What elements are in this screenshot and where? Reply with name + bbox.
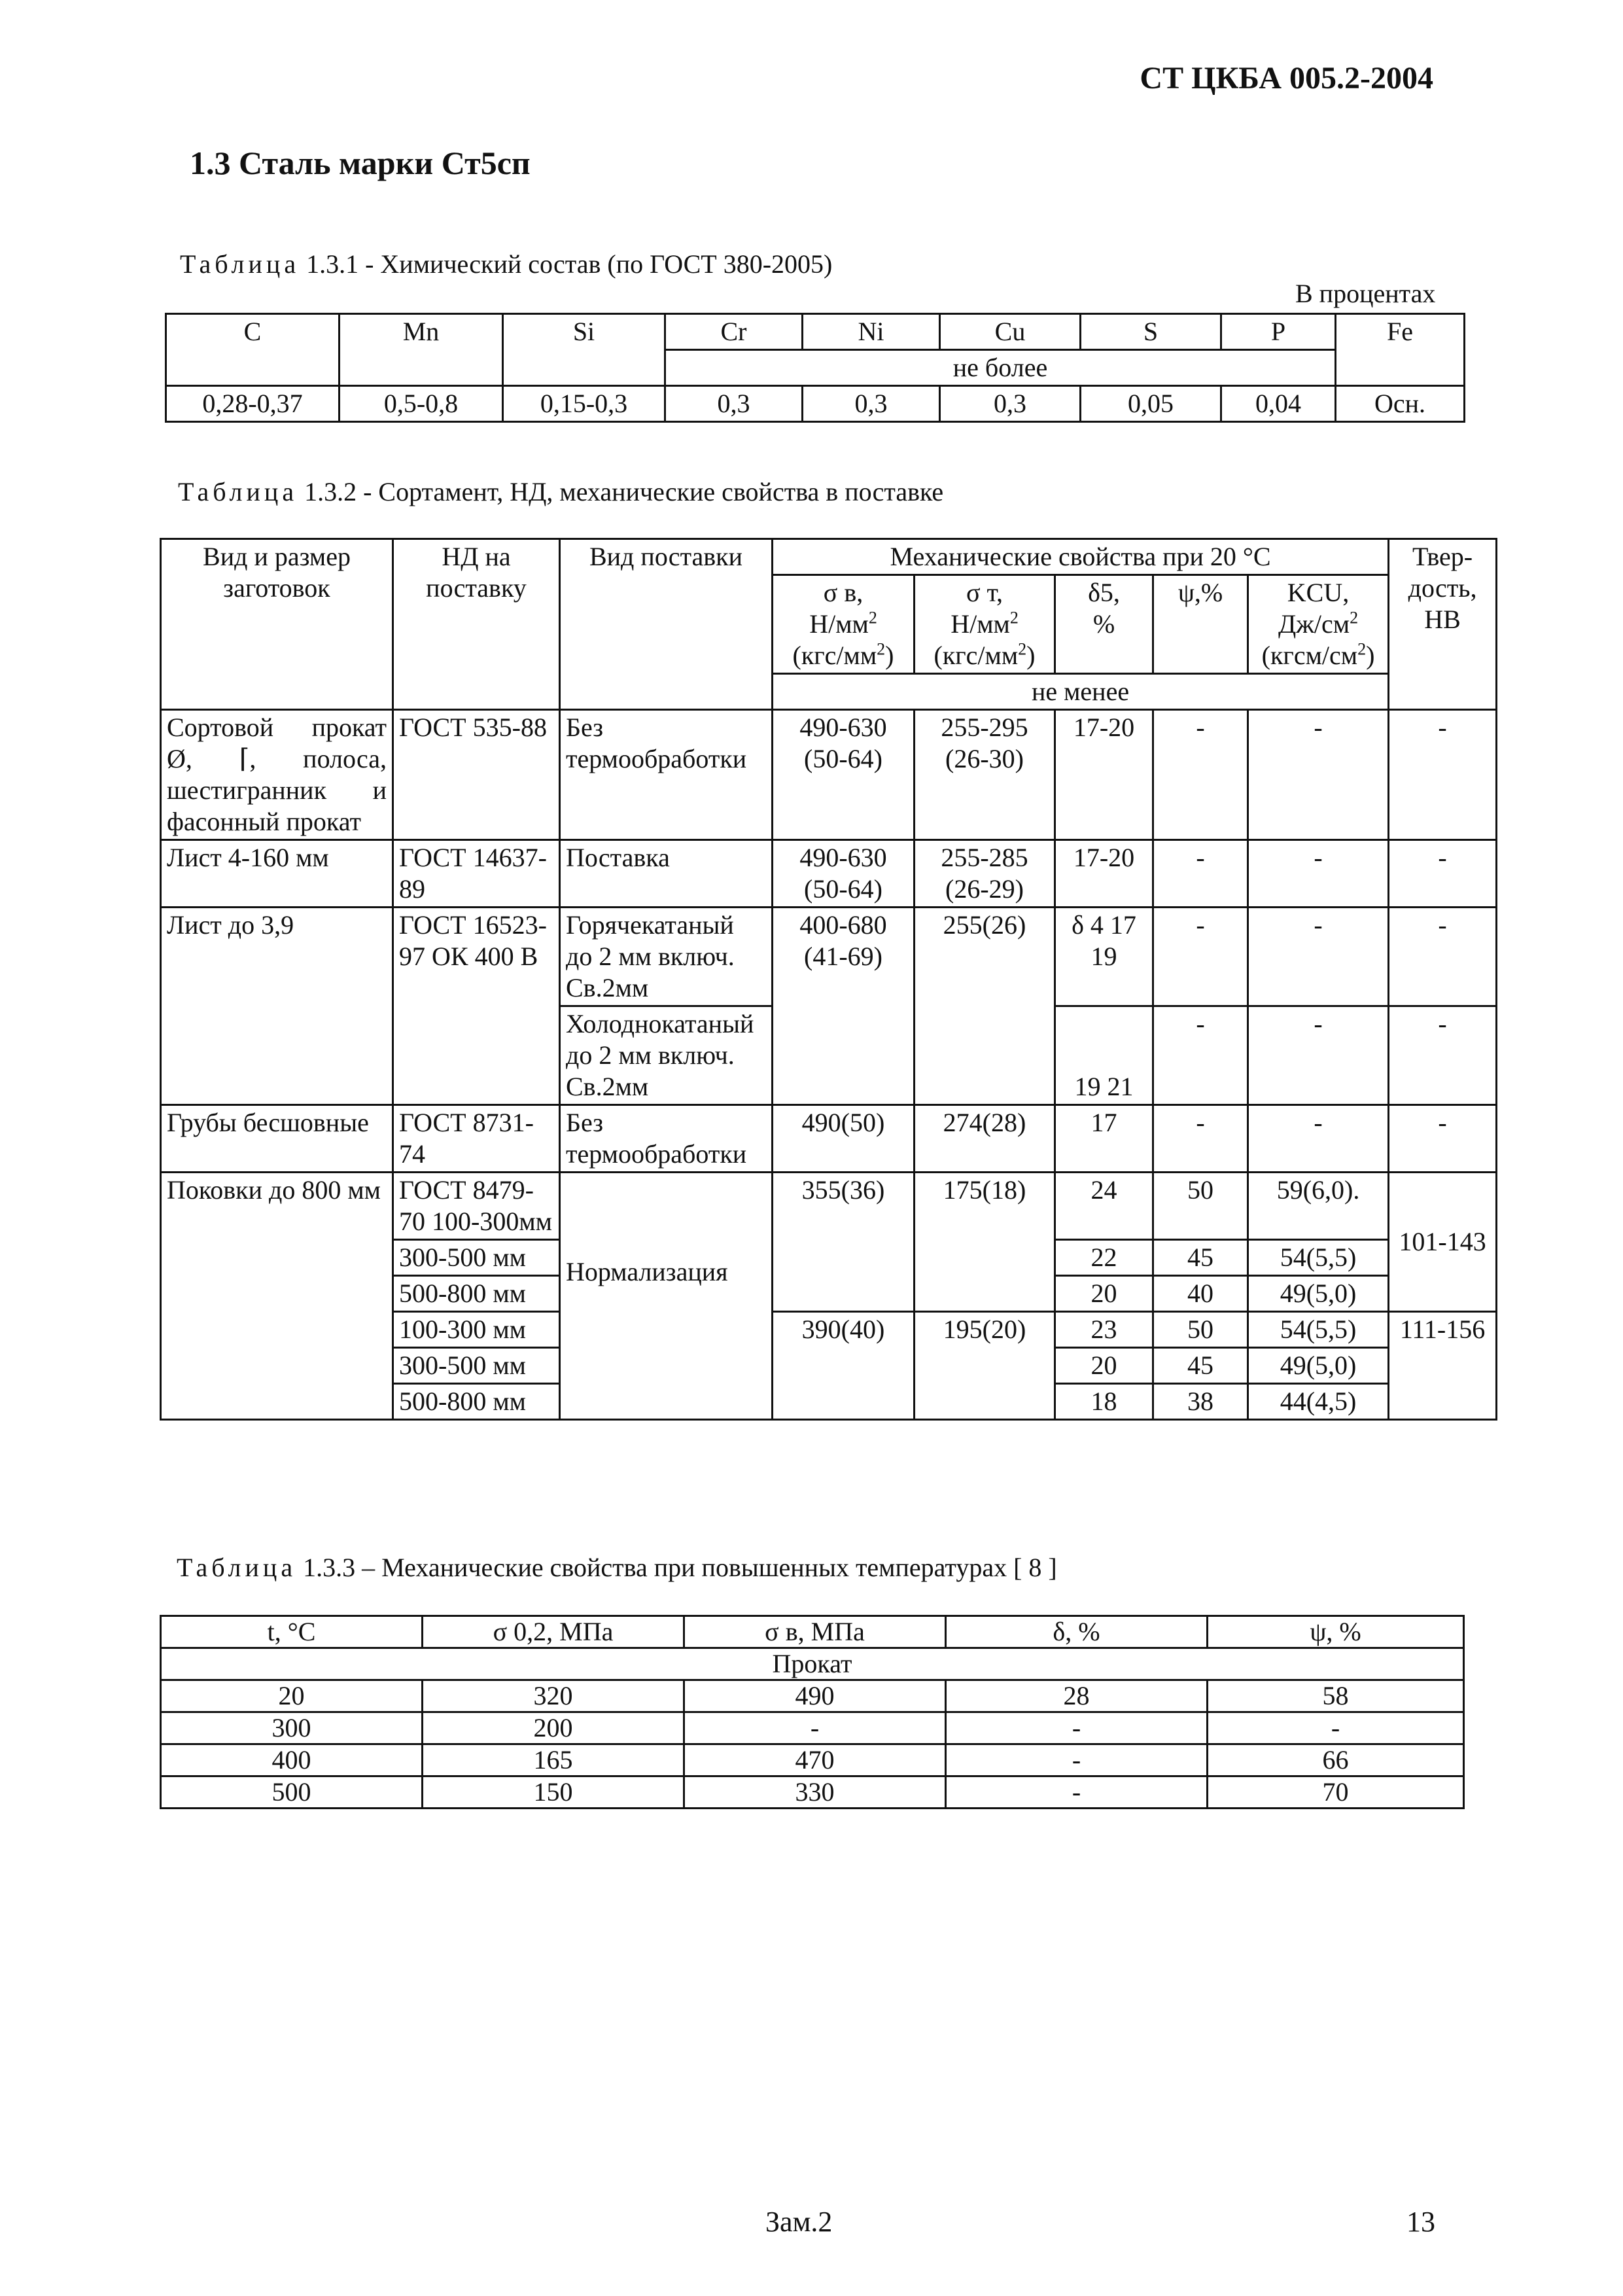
sigma-v-label: σ в, (823, 578, 864, 607)
table-cell: - (1153, 1105, 1248, 1173)
header-cell: Механические свойства при 20 °С (773, 539, 1389, 575)
table-cell: ГОСТ 14637-89 (393, 840, 560, 908)
sigma-v-unit-kgf: (кгс/мм (792, 641, 877, 670)
table-cell: - (1248, 1105, 1389, 1173)
table-row (161, 1616, 1464, 1648)
header-cell: Вид поставки (560, 539, 773, 710)
table-cell: - (946, 1712, 1208, 1744)
table-cell: - (1153, 1006, 1248, 1105)
table-row (161, 1105, 1497, 1173)
sigma-t-label: σ т, (966, 578, 1003, 607)
table-cell: Осн. (1336, 386, 1465, 422)
subheader-cell: не менее (773, 674, 1389, 710)
table-cell: 0,3 (803, 386, 940, 422)
table1-caption-text: 1.3.1 - Химический состав (по ГОСТ 380-2005) (300, 249, 833, 279)
table-cell: - (1153, 908, 1248, 1006)
header-cell: S (1081, 314, 1221, 350)
table-row (166, 314, 1465, 350)
table-cell: 0,5-0,8 (340, 386, 503, 422)
superscript: 2 (868, 608, 877, 627)
table-cell: 49(5,0) (1248, 1348, 1389, 1384)
table-cell: 300 (161, 1712, 423, 1744)
kcu-label: KCU, (1287, 578, 1350, 607)
table-row (161, 1712, 1464, 1744)
table-cell: 66 (1208, 1744, 1464, 1776)
header-cell: t, °С (161, 1616, 423, 1648)
page-number: 13 (1406, 2206, 1435, 2238)
header-cell: δ, % (946, 1616, 1208, 1648)
delta-label: δ5, (1088, 578, 1120, 607)
table-row (161, 908, 1497, 1006)
group-cell: Прокат (161, 1648, 1464, 1680)
table-cell: Горячекатаный до 2 мм включ. Св.2мм (560, 908, 773, 1006)
delivery-normalization: Нормализация (566, 1256, 728, 1286)
table-cell: - (1389, 840, 1497, 908)
sigma-v-unit: Н/мм (809, 609, 869, 639)
header-cell-delta (1055, 575, 1153, 674)
table-row (161, 840, 1497, 908)
table-cell: 490-630 (50-64) (773, 710, 915, 840)
table2-caption-text: 1.3.2 - Сортамент, НД, механические свойства в поставке (298, 477, 944, 506)
table-cell: 0,15-0,3 (503, 386, 665, 422)
table-cell: 320 (423, 1680, 684, 1712)
table-row (161, 1648, 1464, 1680)
table-cell: - (1389, 908, 1497, 1006)
table-cell: 0,28-0,37 (166, 386, 340, 422)
superscript: 2 (1350, 608, 1359, 627)
table-cell: 490 (684, 1680, 946, 1712)
header-cell-kcu (1248, 575, 1389, 674)
table-cell: 50 (1153, 1312, 1248, 1348)
table1-caption-word: Таблица (180, 249, 300, 279)
header-cell: Твер-дость, НВ (1389, 539, 1497, 710)
table-cell: 20 (1055, 1348, 1153, 1384)
table-cell: 165 (423, 1744, 684, 1776)
table-cell: 175(18) (915, 1173, 1055, 1312)
header-cell-psi: ψ,% (1153, 575, 1248, 674)
table-cell: δ 4 17 19 (1055, 908, 1153, 1006)
table-cell: 20 (1055, 1276, 1153, 1312)
table-cell: Лист 4-160 мм (161, 840, 393, 908)
table-cell: Грубы бесшовные (161, 1105, 393, 1173)
table-row (161, 1173, 1497, 1240)
table-cell: 45 (1153, 1348, 1248, 1384)
subheader-cell: не более (665, 350, 1336, 386)
table-cell: ГОСТ 535-88 (393, 710, 560, 840)
table-cell: 101-143 (1389, 1173, 1497, 1312)
table1-units-note: В процентах (1295, 279, 1436, 308)
superscript: 2 (1009, 608, 1019, 627)
superscript: 2 (1018, 639, 1027, 659)
table-cell: 17-20 (1055, 840, 1153, 908)
delta-unit: % (1092, 609, 1115, 639)
table-cell: Поставка (560, 840, 773, 908)
table-cell: - (1248, 710, 1389, 840)
header-cell: Mn (340, 314, 503, 386)
table-cell: 255(26) (915, 908, 1055, 1105)
table3-caption-text: 1.3.3 – Механические свойства при повышенных температурах [ 8 ] (296, 1553, 1057, 1582)
table-cell: 49(5,0) (1248, 1276, 1389, 1312)
table-cell: Без термообработки (560, 710, 773, 840)
table-row (161, 1744, 1464, 1776)
closing-paren: ) (885, 641, 894, 670)
chemical-composition-table (165, 313, 1465, 423)
table-cell: 18 (1055, 1384, 1153, 1420)
table-cell: 195(20) (915, 1312, 1055, 1420)
kcu-unit-kgf: (кгсм/см (1261, 641, 1358, 670)
header-cell: Cr (665, 314, 803, 350)
table-cell: 200 (423, 1712, 684, 1744)
table-row (161, 539, 1497, 575)
table-cell: 54(5,5) (1248, 1312, 1389, 1348)
table-cell (560, 1173, 773, 1420)
header-cell: Si (503, 314, 665, 386)
table-cell: 490-630 (50-64) (773, 840, 915, 908)
table-cell: 44(4,5) (1248, 1384, 1389, 1420)
table3-caption (177, 1552, 1057, 1583)
table-cell: Поковки до 800 мм (161, 1173, 393, 1420)
revision-label: Зам.2 (765, 2206, 833, 2238)
high-temperature-properties-table (160, 1615, 1465, 1809)
header-cell: C (166, 314, 340, 386)
table-cell: 70 (1208, 1776, 1464, 1809)
table-cell: 255-295 (26-30) (915, 710, 1055, 840)
table2-caption-word: Таблица (178, 477, 298, 506)
table-cell: 500-800 мм (393, 1384, 560, 1420)
table-cell: 330 (684, 1776, 946, 1809)
table-cell: 490(50) (773, 1105, 915, 1173)
table-cell: 470 (684, 1744, 946, 1776)
table2-caption (178, 476, 943, 507)
table-cell: 45 (1153, 1240, 1248, 1276)
assortment-properties-table (160, 538, 1497, 1421)
table-cell: 255-285 (26-29) (915, 840, 1055, 908)
superscript: 2 (1357, 639, 1367, 659)
header-cell: σ 0,2, МПа (423, 1616, 684, 1648)
table-cell: 40 (1153, 1276, 1248, 1312)
table-cell: 0,04 (1221, 386, 1336, 422)
sigma-t-unit: Н/мм (951, 609, 1010, 639)
table-cell: 54(5,5) (1248, 1240, 1389, 1276)
table-cell: - (1153, 710, 1248, 840)
table-cell: 19 21 (1055, 1006, 1153, 1105)
table-cell: 500 (161, 1776, 423, 1809)
table-cell: - (684, 1712, 946, 1744)
table-cell: 100-300 мм (393, 1312, 560, 1348)
table-row (161, 710, 1497, 840)
table-cell: - (1248, 840, 1389, 908)
table-cell: 23 (1055, 1312, 1153, 1348)
table-cell: 17 (1055, 1105, 1153, 1173)
table-cell: - (1389, 1105, 1497, 1173)
table-cell: 28 (946, 1680, 1208, 1712)
closing-paren: ) (1026, 641, 1036, 670)
document-code: СТ ЦКБА 005.2-2004 (1140, 61, 1433, 96)
table-cell: - (1153, 840, 1248, 908)
table1-caption (180, 249, 832, 279)
header-cell: σ в, МПа (684, 1616, 946, 1648)
table-cell: 400-680 (41-69) (773, 908, 915, 1105)
superscript: 2 (877, 639, 886, 659)
closing-paren: ) (1366, 641, 1375, 670)
table-cell: ГОСТ 16523-97 ОК 400 В (393, 908, 560, 1105)
header-cell: Вид и размер заготовок (161, 539, 393, 710)
table-cell: 300-500 мм (393, 1348, 560, 1384)
table3-caption-word: Таблица (177, 1553, 297, 1582)
table-cell: - (1389, 710, 1497, 840)
table-cell: 22 (1055, 1240, 1153, 1276)
header-cell-sigma-t (915, 575, 1055, 674)
table-row (161, 1776, 1464, 1809)
table-cell: ГОСТ 8479-70 100-300мм (393, 1173, 560, 1240)
table-cell: 59(6,0). (1248, 1173, 1389, 1240)
table-cell: 24 (1055, 1173, 1153, 1240)
table-cell: - (946, 1744, 1208, 1776)
table-cell: 0,3 (940, 386, 1081, 422)
table-row (161, 1680, 1464, 1712)
table-cell: 50 (1153, 1173, 1248, 1240)
table-cell: 390(40) (773, 1312, 915, 1420)
kcu-unit: Дж/см (1278, 609, 1350, 639)
header-cell: НД на поставку (393, 539, 560, 710)
header-cell: Cu (940, 314, 1081, 350)
table-cell: 38 (1153, 1384, 1248, 1420)
table-cell: 20 (161, 1680, 423, 1712)
table-cell: 500-800 мм (393, 1276, 560, 1312)
table-cell: ГОСТ 8731-74 (393, 1105, 560, 1173)
table-cell: - (1248, 1006, 1389, 1105)
table-cell: 111-156 (1389, 1312, 1497, 1420)
table-cell: - (946, 1776, 1208, 1809)
table-cell: 274(28) (915, 1105, 1055, 1173)
table-cell: 0,3 (665, 386, 803, 422)
table-cell: Лист до 3,9 (161, 908, 393, 1105)
table-cell: - (1208, 1712, 1464, 1744)
table-cell: 17-20 (1055, 710, 1153, 840)
table-cell: Холоднокатаный до 2 мм включ. Св.2мм (560, 1006, 773, 1105)
sigma-t-unit-kgf: (кгс/мм (934, 641, 1019, 670)
table-cell: 300-500 мм (393, 1240, 560, 1276)
header-cell: ψ, % (1208, 1616, 1464, 1648)
table-cell: 355(36) (773, 1173, 915, 1312)
header-cell: Ni (803, 314, 940, 350)
table-cell: 400 (161, 1744, 423, 1776)
header-cell: Fe (1336, 314, 1465, 386)
header-cell: P (1221, 314, 1336, 350)
table-cell: - (1248, 908, 1389, 1006)
table-cell: 58 (1208, 1680, 1464, 1712)
table-cell: 150 (423, 1776, 684, 1809)
section-title: 1.3 Сталь марки Ст5сп (190, 145, 531, 181)
header-cell-sigma-v (773, 575, 915, 674)
table-row (166, 386, 1465, 422)
table-cell: Без термообработки (560, 1105, 773, 1173)
table-cell: Сортовой прокат Ø, ⌈, полоса, шестигранник и фасонный прокат (161, 710, 393, 840)
table-cell: - (1389, 1006, 1497, 1105)
table-cell: 0,05 (1081, 386, 1221, 422)
